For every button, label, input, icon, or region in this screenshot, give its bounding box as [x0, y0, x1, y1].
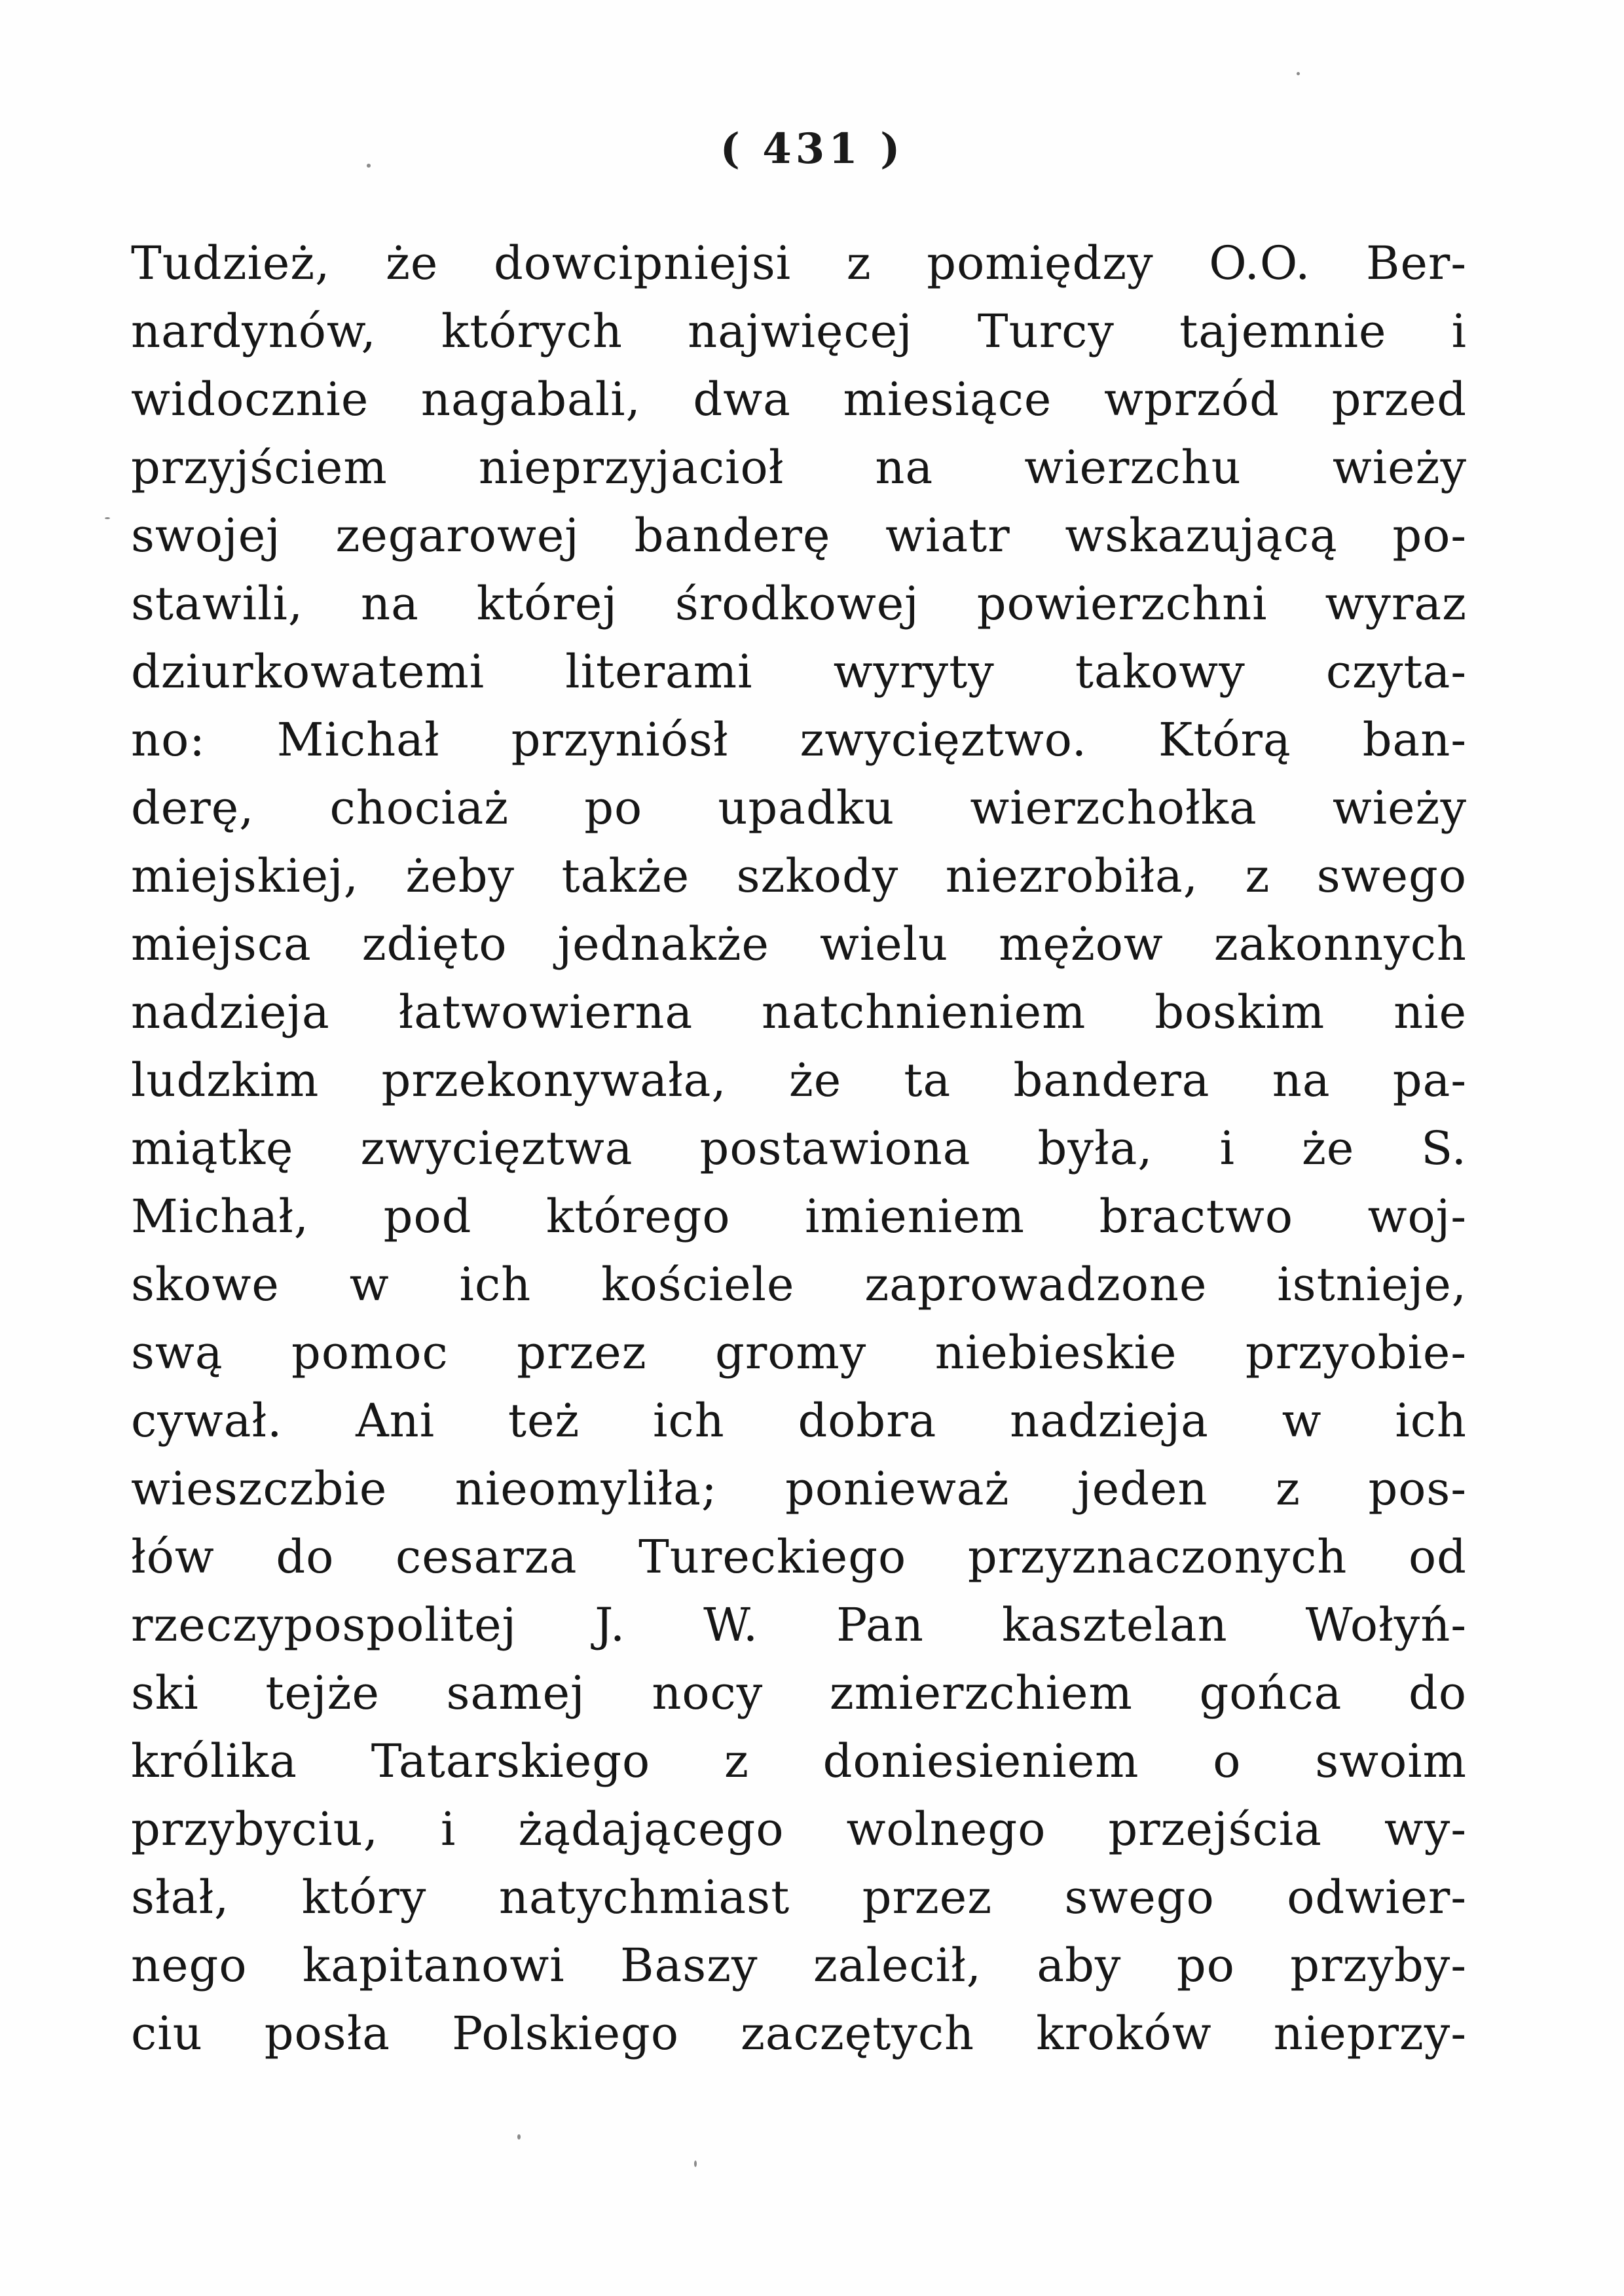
text-line: swojej zegarowej banderę wiatr wskazującą po- — [131, 509, 1467, 562]
print-speck — [105, 517, 110, 519]
print-speck — [694, 2160, 697, 2167]
page-number: ( 431 ) — [720, 124, 904, 173]
text-line: no: Michał przyniósł zwycięztwo. Którą ban- — [131, 713, 1467, 767]
text-line: nadzieja łatwowierna natchnieniem boskim nie — [131, 985, 1467, 1039]
print-speck — [367, 164, 371, 168]
text-line: cywał. Ani też ich dobra nadzieja w ich — [131, 1394, 1467, 1448]
text-line: Michał, pod którego imieniem bractwo woj- — [131, 1190, 1467, 1243]
text-line: ludzkim przekonywała, że ta bandera na pa- — [131, 1053, 1467, 1107]
text-line: miejsca zdięto jednakże wielu mężow zakonnych — [131, 917, 1467, 971]
text-line: Tudzież, że dowcipniejsi z pomiędzy O.O. Ber- — [131, 236, 1467, 290]
text-line: ski tejże samej nocy zmierzchiem gońca do — [131, 1666, 1467, 1720]
text-line: miejskiej, żeby także szkody niezrobiła, z swego — [131, 849, 1467, 903]
text-line: miątkę zwycięztwa postawiona była, i że S. — [131, 1121, 1467, 1175]
text-line: derę, chociaż po upadku wierzchołka wieży — [131, 781, 1467, 835]
text-line: łów do cesarza Tureckiego przyznaczonych od — [131, 1530, 1467, 1584]
text-line: przybyciu, i żądającego wolnego przejścia wy- — [131, 1802, 1467, 1856]
text-line: królika Tatarskiego z doniesieniem o swoim — [131, 1734, 1467, 1788]
text-line: nego kapitanowi Baszy zalecił, aby po przyby- — [131, 1939, 1467, 1992]
print-speck — [1297, 72, 1300, 75]
text-line: nardynów, których najwięcej Turcy tajemnie i — [131, 304, 1467, 358]
text-line: ciu posła Polskiego zaczętych kroków nieprzy- — [131, 2007, 1467, 2060]
text-line: dziurkowatemi literami wyryty takowy czyta- — [131, 645, 1467, 699]
text-line: stawili, na której środkowej powierzchni wyraz — [131, 577, 1467, 630]
text-line: słał, który natychmiast przez swego odwier- — [131, 1870, 1467, 1924]
text-line: rzeczypospolitej J. W. Pan kasztelan Wołyń- — [131, 1598, 1467, 1652]
text-line: przyjściem nieprzyjacioł na wierzchu wieży — [131, 441, 1467, 494]
text-line: wieszczbie nieomyliła; ponieważ jeden z pos- — [131, 1462, 1467, 1516]
text-line: swą pomoc przez gromy niebieskie przyobie- — [131, 1326, 1467, 1379]
body-text — [131, 229, 1467, 2068]
text-line: widocznie nagabali, dwa miesiące wprzód przed — [131, 373, 1467, 426]
text-line: skowe w ich kościele zaprowadzone istnieje, — [131, 1258, 1467, 1311]
print-speck — [517, 2134, 521, 2140]
